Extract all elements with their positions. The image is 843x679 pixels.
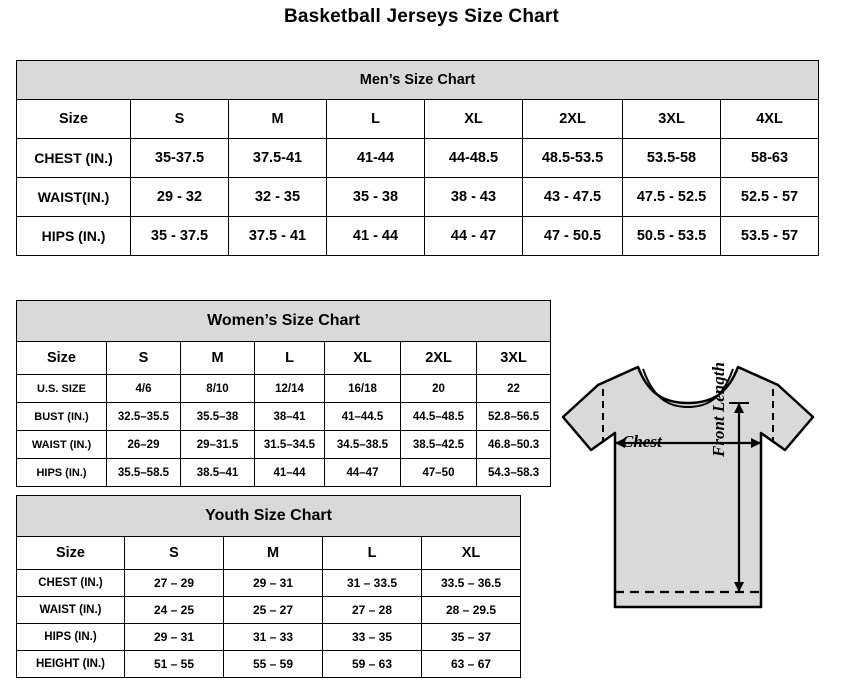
column-header-l: L: [255, 342, 325, 375]
cell-waist-l: 31.5–34.5: [255, 431, 325, 459]
cell-waist-xl: 28 – 29.5: [422, 597, 521, 624]
column-header-m: M: [224, 537, 323, 570]
table-row: [17, 459, 551, 487]
column-header-2xl: 2XL: [523, 100, 623, 139]
cell-hips-s: 35.5–58.5: [107, 459, 181, 487]
cell-waist-xl: 38 - 43: [425, 178, 523, 217]
cell-waist-s: 29 - 32: [131, 178, 229, 217]
cell-us-size-m: 8/10: [181, 375, 255, 403]
cell-chest-s: 35-37.5: [131, 139, 229, 178]
cell-hips-3xl: 54.3–58.3: [477, 459, 551, 487]
mens-chart-title: Men’s Size Chart: [17, 61, 819, 100]
column-header-size: Size: [17, 342, 107, 375]
table-title-row: [17, 301, 551, 342]
row-label-chest: CHEST (IN.): [17, 139, 131, 178]
column-header-l: L: [323, 537, 422, 570]
row-label-chest: CHEST (IN.): [17, 570, 125, 597]
cell-hips-xl: 44 - 47: [425, 217, 523, 256]
cell-chest-m: 37.5-41: [229, 139, 327, 178]
column-header-4xl: 4XL: [721, 100, 819, 139]
cell-waist-3xl: 46.8–50.3: [477, 431, 551, 459]
cell-chest-2xl: 48.5-53.5: [523, 139, 623, 178]
cell-height-m: 55 – 59: [224, 651, 323, 678]
column-header-3xl: 3XL: [477, 342, 551, 375]
cell-hips-l: 41–44: [255, 459, 325, 487]
row-label-waist: WAIST(IN.): [17, 178, 131, 217]
row-label-height: HEIGHT (IN.): [17, 651, 125, 678]
cell-us-size-2xl: 20: [401, 375, 477, 403]
cell-hips-l: 33 – 35: [323, 624, 422, 651]
cell-waist-l: 35 - 38: [327, 178, 425, 217]
table-row: [17, 431, 551, 459]
measurement-diagram: [543, 345, 843, 665]
cell-bust-m: 35.5–38: [181, 403, 255, 431]
table-header-row: [17, 342, 551, 375]
row-label-bust: BUST (IN.): [17, 403, 107, 431]
cell-hips-xl: 44–47: [325, 459, 401, 487]
cell-hips-l: 41 - 44: [327, 217, 425, 256]
table-title-row: [17, 61, 819, 100]
cell-hips-s: 29 – 31: [125, 624, 224, 651]
cell-bust-xl: 41–44.5: [325, 403, 401, 431]
cell-waist-3xl: 47.5 - 52.5: [623, 178, 721, 217]
table-row: [17, 624, 521, 651]
cell-chest-xl: 33.5 – 36.5: [422, 570, 521, 597]
front-length-measurement-label: Front Length: [709, 362, 728, 457]
cell-hips-s: 35 - 37.5: [131, 217, 229, 256]
cell-waist-xl: 34.5–38.5: [325, 431, 401, 459]
table-header-row: [17, 537, 521, 570]
row-label-waist: WAIST (IN.): [17, 431, 107, 459]
cell-bust-3xl: 52.8–56.5: [477, 403, 551, 431]
page-title: Basketball Jerseys Size Chart: [283, 6, 560, 27]
column-header-m: M: [229, 100, 327, 139]
youth-chart-title: Youth Size Chart: [17, 496, 521, 537]
cell-bust-l: 38–41: [255, 403, 325, 431]
cell-waist-4xl: 52.5 - 57: [721, 178, 819, 217]
cell-waist-s: 26–29: [107, 431, 181, 459]
cell-hips-m: 37.5 - 41: [229, 217, 327, 256]
table-row: [17, 178, 819, 217]
cell-chest-4xl: 58-63: [721, 139, 819, 178]
cell-waist-m: 29–31.5: [181, 431, 255, 459]
table-row: [17, 403, 551, 431]
tshirt-icon: [543, 345, 833, 655]
womens-chart-title: Women’s Size Chart: [17, 301, 551, 342]
cell-hips-m: 31 – 33: [224, 624, 323, 651]
column-header-s: S: [125, 537, 224, 570]
cell-hips-2xl: 47 - 50.5: [523, 217, 623, 256]
cell-us-size-3xl: 22: [477, 375, 551, 403]
cell-hips-3xl: 50.5 - 53.5: [623, 217, 721, 256]
cell-chest-xl: 44-48.5: [425, 139, 523, 178]
cell-hips-4xl: 53.5 - 57: [721, 217, 819, 256]
cell-chest-l: 41-44: [327, 139, 425, 178]
cell-waist-m: 25 – 27: [224, 597, 323, 624]
column-header-m: M: [181, 342, 255, 375]
column-header-size: Size: [17, 537, 125, 570]
column-header-size: Size: [17, 100, 131, 139]
cell-height-s: 51 – 55: [125, 651, 224, 678]
cell-hips-m: 38.5–41: [181, 459, 255, 487]
row-label-hips: HIPS (IN.): [17, 217, 131, 256]
cell-chest-m: 29 – 31: [224, 570, 323, 597]
column-header-s: S: [131, 100, 229, 139]
column-header-xl: XL: [425, 100, 523, 139]
cell-us-size-s: 4/6: [107, 375, 181, 403]
cell-chest-l: 31 – 33.5: [323, 570, 422, 597]
table-title-row: [17, 496, 521, 537]
cell-height-xl: 63 – 67: [422, 651, 521, 678]
cell-height-l: 59 – 63: [323, 651, 422, 678]
table-row: [17, 570, 521, 597]
column-header-l: L: [327, 100, 425, 139]
chest-measurement-label: Chest: [622, 432, 662, 451]
column-header-s: S: [107, 342, 181, 375]
cell-waist-l: 27 – 28: [323, 597, 422, 624]
cell-bust-2xl: 44.5–48.5: [401, 403, 477, 431]
cell-waist-m: 32 - 35: [229, 178, 327, 217]
cell-waist-2xl: 43 - 47.5: [523, 178, 623, 217]
column-header-2xl: 2XL: [401, 342, 477, 375]
table-header-row: [17, 100, 819, 139]
cell-waist-2xl: 38.5–42.5: [401, 431, 477, 459]
table-row: [17, 597, 521, 624]
row-label-hips: HIPS (IN.): [17, 624, 125, 651]
column-header-3xl: 3XL: [623, 100, 721, 139]
table-row: [17, 139, 819, 178]
womens-size-chart-table: [16, 300, 551, 487]
column-header-xl: XL: [422, 537, 521, 570]
cell-chest-3xl: 53.5-58: [623, 139, 721, 178]
cell-us-size-xl: 16/18: [325, 375, 401, 403]
row-label-us-size: U.S. SIZE: [17, 375, 107, 403]
table-row: [17, 217, 819, 256]
cell-hips-2xl: 47–50: [401, 459, 477, 487]
table-row: [17, 375, 551, 403]
cell-chest-s: 27 – 29: [125, 570, 224, 597]
column-header-xl: XL: [325, 342, 401, 375]
table-row: [17, 651, 521, 678]
row-label-hips: HIPS (IN.): [17, 459, 107, 487]
mens-size-chart-table: [16, 60, 819, 256]
cell-waist-s: 24 – 25: [125, 597, 224, 624]
row-label-waist: WAIST (IN.): [17, 597, 125, 624]
cell-bust-s: 32.5–35.5: [107, 403, 181, 431]
cell-us-size-l: 12/14: [255, 375, 325, 403]
youth-size-chart-table: [16, 495, 521, 678]
cell-hips-xl: 35 – 37: [422, 624, 521, 651]
